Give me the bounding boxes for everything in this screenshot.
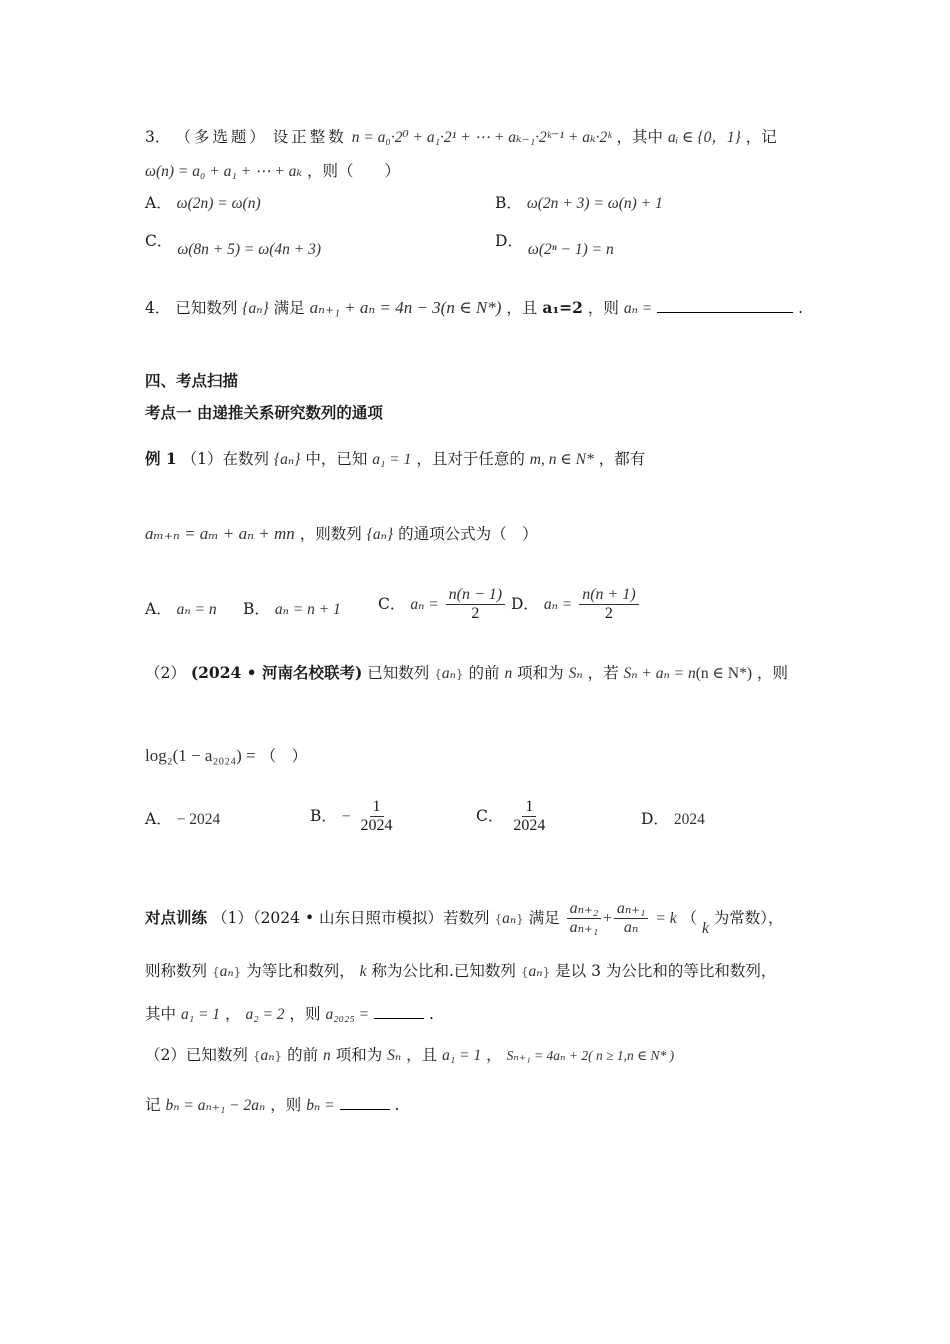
fraction: $\frac{1}{2024}$ [360,798,393,835]
drill-line2: 则称数列 {aₙ} 为等比和数列， k 称为公比和.已知数列 {aₙ} 是以 3 为公比和的等比和数列， [145,962,777,980]
drill-line1: 对点训练 （1）（2024 • 山东日照市模拟）若数列 {aₙ} 满足 $\frac{\text{aₙ₊₂}}{\text{aₙ₊₁}}$ + $\frac{\text{aₙ₊₁}}{\text{aₙ}}$ = k （ k 为常数）， [145,900,784,937]
drill-line4: （2）已知数列 {aₙ} 的前 n 项和为 Sₙ ，且 a₁ = 1 ， Sₙ₊₁ = 4aₙ + 2( n ≥ 1,n ∈ N* ) [145,1046,675,1064]
drill-answer-blank-2[interactable] [340,1109,390,1110]
drill-label: 对点训练 [145,907,208,927]
q3-stem-line2: ω(n) = a₀ + a₁ + ⋯ + aₖ ，则（ ） [145,162,400,180]
fraction: $\frac{\text{aₙ₊₁}}{\text{aₙ}}$ [614,900,649,938]
q4-number: 4． [145,299,171,317]
drill-answer-blank-1[interactable] [374,1018,424,1019]
ex1-part2-line2: log₂(1 − a₂₀₂₄) = （ ） [145,746,308,765]
ex1-line1: 例 1 （1）在数列 {aₙ} 中，已知 a₁ = 1 ，且对于任意的 m, n ∈ N* ，都有 [145,449,646,468]
ex1-part2-option-b[interactable]: B． − $\frac{1}{2024}$ [310,798,398,836]
ex1-option-b[interactable]: B． aₙ = n + 1 [243,600,341,618]
ex1-part2-option-a[interactable]: A． − 2024 [145,810,221,828]
topic-title: 考点一 由递推关系研究数列的通项 [145,403,383,422]
ex1-option-a[interactable]: A． aₙ = n [145,600,217,618]
ex1-part2-option-c[interactable]: C． $\frac{1}{2024}$ [476,798,550,836]
q3-type-tag: （多选题） [175,128,268,146]
q3-option-a[interactable]: A． ω(2n) = ω(n) [145,194,261,212]
source-tag: (2024 • 河南名校联考) [190,663,363,682]
q3-number: 3． [145,128,171,146]
q3-stem-line1: 3． （多选题） 设正整数 n = a₀·2⁰ + a₁·2¹ + ⋯ + aₖ₋₁·2ᵏ⁻¹ + aₖ·2ᵏ ，其中 aᵢ ∈ {0，1} ，记 [145,128,777,146]
q3-binary-expansion: n = a₀·2⁰ + a₁·2¹ + ⋯ + aₖ₋₁·2ᵏ⁻¹ + aₖ·2ᵏ [351,129,612,146]
q3-option-b[interactable]: B． ω(2n + 3) = ω(n) + 1 [495,194,663,212]
ex1-part2-option-d[interactable]: D． 2024 [641,810,705,828]
q3-option-c[interactable]: C． ω(8n + 5) = ω(4n + 3) [145,232,321,258]
ex1-recurrence: aₘ₊ₙ = aₘ + aₙ + mn [145,524,295,543]
fraction: $\frac{n(n - 1)}{2}$ [446,586,505,624]
ex1-label: 例 1 [145,449,177,468]
fraction: $\frac{1}{2024}$ [513,798,546,835]
q4-recurrence: aₙ₊₁ + aₙ = 4n − 3(n ∈ N*) [309,298,502,317]
q3-option-d[interactable]: D． ω(2ⁿ − 1) = n [495,232,614,258]
fraction: $\frac{\text{aₙ₊₂}}{\text{aₙ₊₁}}$ [567,900,602,938]
log-expression: log₂(1 − a₂₀₂₄) = [145,746,256,765]
ex1-option-c[interactable]: C． aₙ = $\frac{n(n - 1)}{2}$ [378,586,507,624]
ex1-line2: aₘ₊ₙ = aₘ + aₙ + mn ，则数列 {aₙ} 的通项公式为（ ） [145,524,538,543]
q4-line: 4． 已知数列 {aₙ} 满足 aₙ₊₁ + aₙ = 4n − 3(n ∈ N*) ，且 a₁=2 ，则 aₙ = . [145,298,803,317]
fraction: $\frac{n(n + 1)}{2}$ [579,586,638,624]
q3-omega-definition: ω(n) = a₀ + a₁ + ⋯ + aₖ [145,163,303,180]
drill-line5: 记 bₙ = aₙ₊₁ − 2aₙ ，则 bₙ = . [145,1096,400,1114]
ex1-option-d[interactable]: D． aₙ = $\frac{n(n + 1)}{2}$ [511,586,641,624]
section-title: 四、考点扫描 [145,371,239,390]
drill-line3: 其中 a₁ = 1 ， a₂ = 2 ，则 a₂₀₂₅ = . [145,1005,434,1023]
drill-recurrence: Sₙ₊₁ = 4aₙ + 2( n ≥ 1,n ∈ N* ) [506,1048,675,1063]
q4-answer-blank[interactable] [657,312,793,313]
ex1-part2-line1: （2） (2024 • 河南名校联考) 已知数列 {aₙ} 的前 n 项和为 Sₙ ，若 Sₙ + aₙ = n(n ∈ N*) ，则 [145,663,788,682]
q3-digit-condition: aᵢ ∈ {0，1} [667,129,741,146]
